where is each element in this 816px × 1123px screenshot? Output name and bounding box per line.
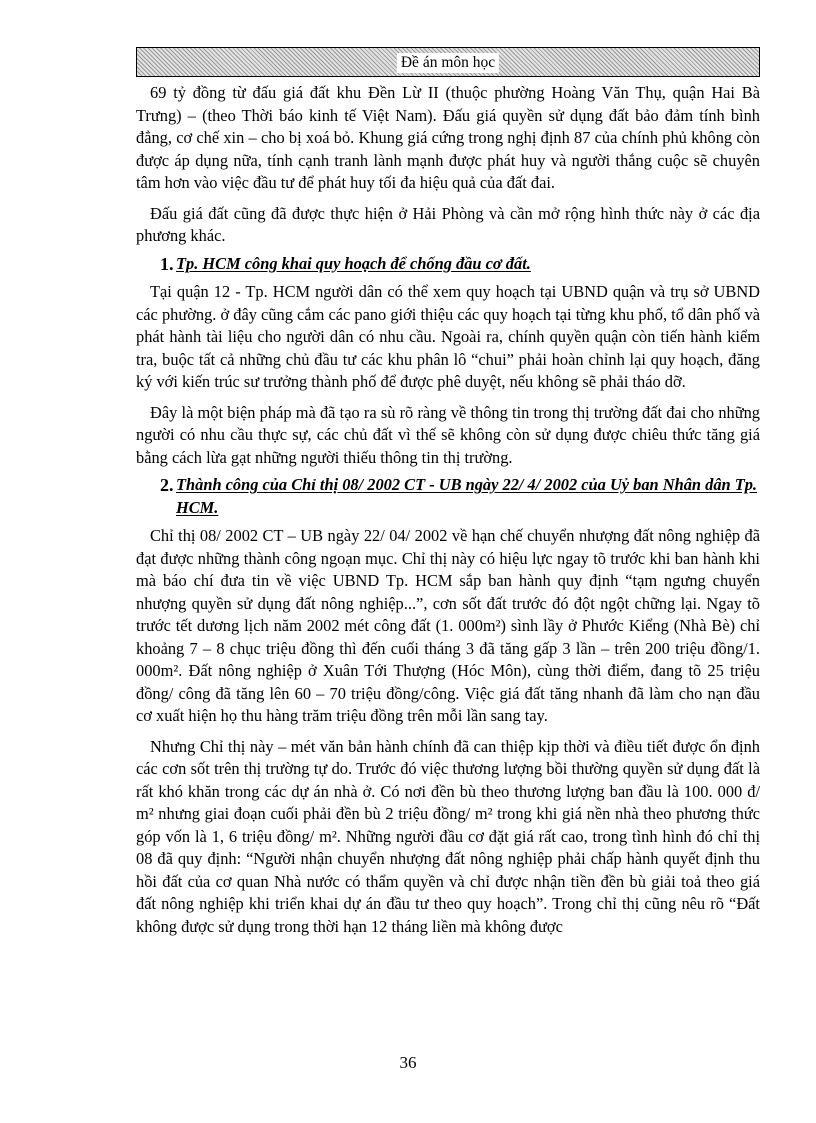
paragraph-6: Nhưng Chỉ thị này – mét văn bản hành chính đã can thiệp kịp thời và điều tiết được ổn định các cơn sốt trên thị trường tự do. Trước đó việc thương lượng bồi thường quyền sử dụng đất là rất khó khăn trong các dự án nhà ở. Có nơi đền bù theo thương lượng ban đầu là 100. 000 đ/ m² nhưng giai đoạn cuối phải đền bù 2 triệu đồng/ m² trong khi giá nền nhà theo phương thức góp vốn là 1, 6 triệu đồng/ m². Những người đầu cơ đặt giá rất cao, trong tình hình đó chỉ thị 08 đã quy định: “Người nhận chuyển nhượng đất nông nghiệp phải chấp hành quyết định thu hồi đất của cơ quan Nhà nước có thẩm quyền và chỉ được nhận tiền đền bù giải toả theo giá đất nông nghiệp khi triển khai dự án đầu tư theo quy hoạch”. Trong chỉ thị cũng nêu rõ “Đất không được sử dụng trong thời hạn 12 tháng liền mà không được <box>136 736 760 936</box>
section-heading-1 <box>136 253 760 276</box>
paragraph-5: Chỉ thị 08/ 2002 CT – UB ngày 22/ 04/ 2002 về hạn chế chuyển nhượng đất nông nghiệp đã đạt được những thành công ngoạn mục. Chỉ thị này có hiệu lực ngay tõ trước khi ban hành khi mà báo chí đưa tin về việc UBND Tp. HCM sắp ban hành quy định “tạm ngưng chuyển nhượng quyền sử dụng đất nông nghiệp...”, cơn sốt đất trước đó đột ngột chững lại. Ngay tõ trước tết dương lịch năm 2002 mét công đất (1. 000m²) sình lầy ở Phước Kiểng (Nhà Bè) chỉ khoảng 7 – 8 chục triệu đồng thì đến cuối tháng 3 đã tăng gấp 3 lần – trên 200 triệu đồng/1. 000m². Đất nông nghiệp ở Xuân Tới Thượng (Hóc Môn), cùng thời điểm, đang tõ 25 triệu đồng/ công đã tăng lên 60 – 70 triệu đồng/công. Việc giá đất tăng nhanh đã làm cho nạn đầu cơ xuất hiện họ thu hàng trăm triệu đồng trên mỗi lần sang tay. <box>136 526 760 725</box>
paragraph-1: 69 tỷ đồng từ đấu giá đất khu Đền Lừ II (thuộc phường Hoàng Văn Thụ, quận Hai Bà Trưng) – (theo Thời báo kinh tế Việt Nam). Đấu giá quyền sử dụng đất bảo đảm tính bình đẳng, cơ chế xin – cho bị xoá bỏ. Khung giá cứng trong nghị định 87 của chính phủ không còn được áp dụng nữa, tính cạnh tranh lành mạnh được phát huy và người thắng cuộc sẽ chuyên tâm hơn vào việc đầu tư để phát huy tối đa hiệu quả của đất đai. <box>136 83 760 192</box>
section-number: 2. <box>160 475 174 495</box>
section-number: 1. <box>160 253 174 274</box>
header-title: Đề án môn học <box>397 53 499 73</box>
paragraph-4: Đây là một biện pháp mà đã tạo ra sù rõ ràng về thông tin trong thị trường đất đai cho những người có nhu cầu thực sự, các chủ đất vì thế sẽ không còn sử dụng được chiêu thức tăng giá bằng cách lừa gạt những người thiếu thông tin thị trường. <box>136 402 760 467</box>
paragraph-3: Tại quận 12 - Tp. HCM người dân có thể xem quy hoạch tại UBND quận và trụ sở UBND các phường. ở đây cũng cắm các pano giới thiệu các quy hoạch tại từng khu phố, tổ dân phố và phát hành tài liệu cho người dân có nhu cầu. Ngoài ra, chính quyền quận còn tiến hành kiểm tra, buộc tất cả những chủ đầu tư các khu phân lô “chui” phải hoàn chỉnh lại quy hoạch, đăng ký với kiến trúc sư trưởng thành phố để được phê duyệt, nếu không sẽ phải tháo dỡ. <box>136 282 760 391</box>
section-title: Thành công của Chỉ thị 08/ 2002 CT - UB ngày 22/ 4/ 2002 của Uỷ ban Nhân dân Tp. HCM. <box>176 475 758 517</box>
section-heading-2 <box>136 474 760 519</box>
page-number: 36 <box>399 1053 417 1072</box>
page-header <box>136 47 760 77</box>
section-title: Tp. HCM công khai quy hoạch để chống đầu cơ đất. <box>176 253 531 273</box>
document-body <box>136 82 760 938</box>
paragraph-2: Đấu giá đất cũng đã được thực hiện ở Hải Phòng và cần mở rộng hình thức này ở các địa phương khác. <box>136 203 760 245</box>
